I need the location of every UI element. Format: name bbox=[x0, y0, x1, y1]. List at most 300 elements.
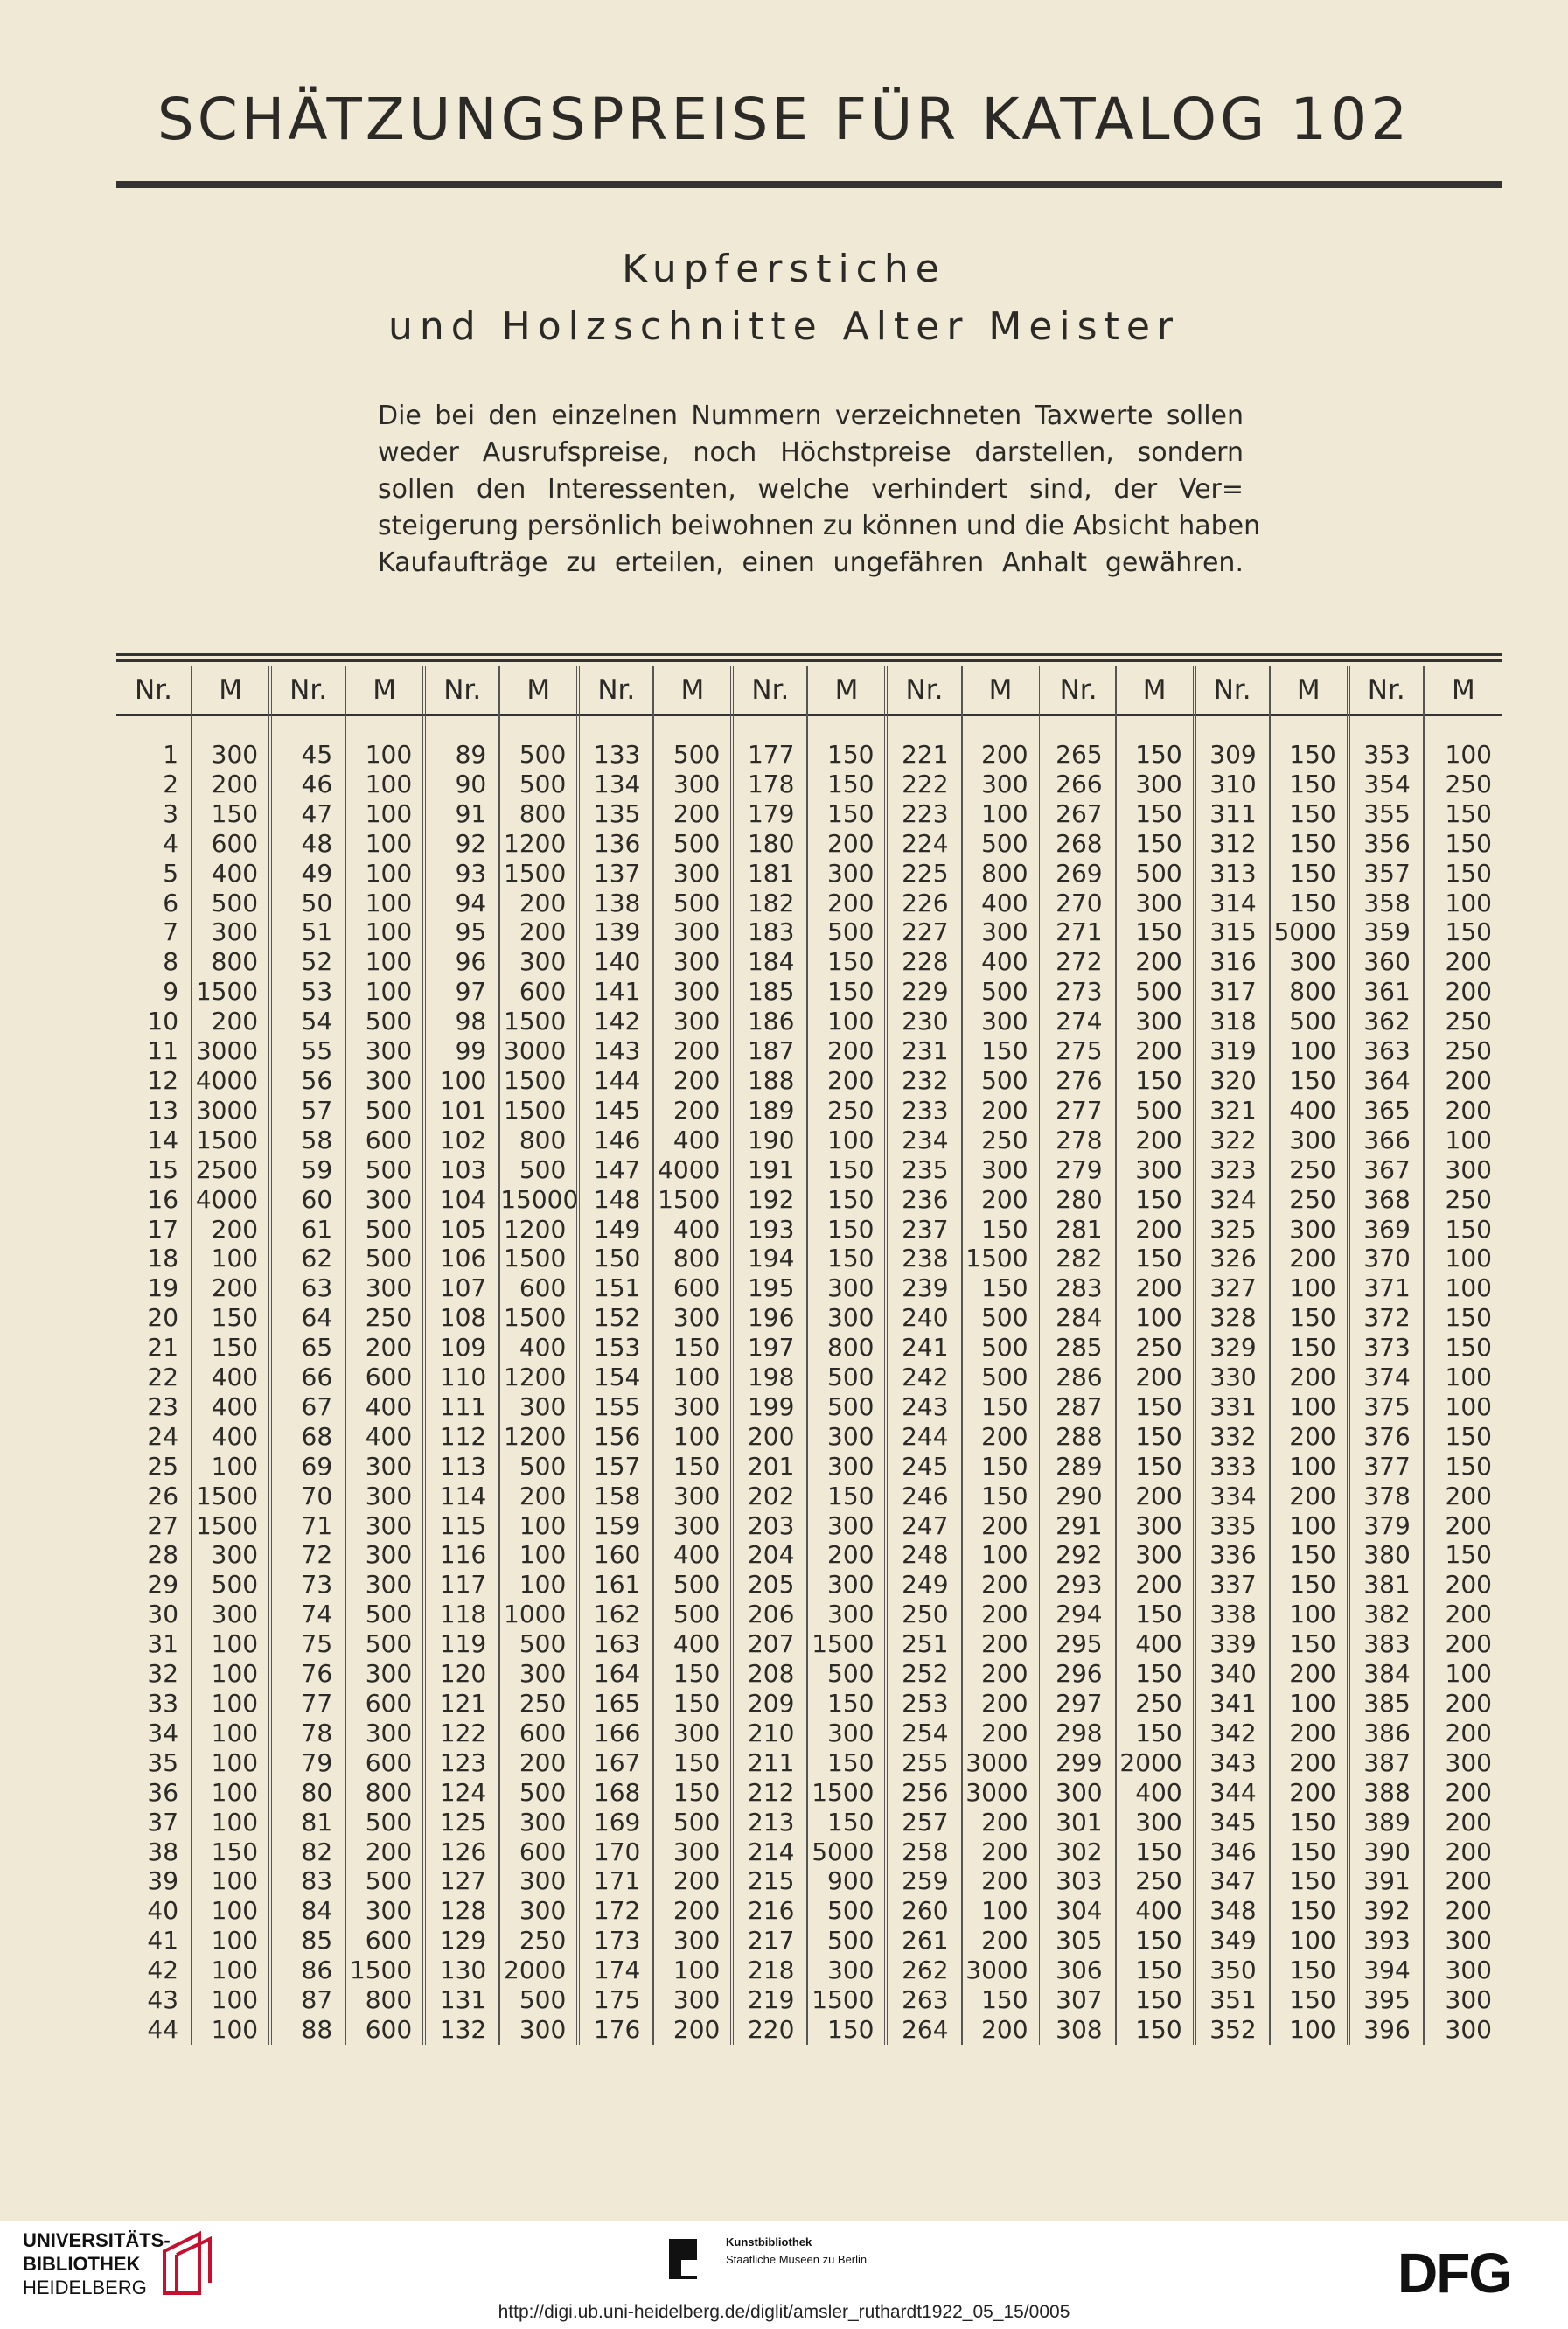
price-cell: 150 bbox=[1116, 1926, 1195, 1956]
lot-number-cell: 155 bbox=[578, 1392, 653, 1422]
lot-number-cell: 73 bbox=[270, 1570, 345, 1600]
price-cell: 500 bbox=[345, 1244, 424, 1273]
lot-number-cell: 372 bbox=[1348, 1303, 1424, 1333]
lot-number-cell: 11 bbox=[147, 1036, 179, 1066]
lot-number-cell: 12 bbox=[147, 1065, 179, 1095]
lot-number-cell: 153 bbox=[578, 1333, 653, 1363]
lot-number-cell: 345 bbox=[1195, 1808, 1270, 1837]
price-cell: 200 bbox=[653, 1036, 732, 1066]
price-cell: 200 bbox=[1116, 947, 1195, 977]
price-cell: 300 bbox=[807, 1303, 886, 1333]
table-row bbox=[116, 977, 1502, 1007]
price-cell: 100 bbox=[499, 1570, 578, 1600]
lot-number-cell: 184 bbox=[732, 947, 807, 977]
price-cell: 200 bbox=[1116, 1215, 1195, 1245]
lot-number-cell: 30 bbox=[147, 1600, 179, 1629]
lot-number-cell: 294 bbox=[1041, 1600, 1116, 1629]
price-cell: 100 bbox=[192, 1244, 270, 1273]
price-cell: 200 bbox=[962, 1926, 1041, 1956]
lot-number-cell: 160 bbox=[578, 1540, 653, 1570]
lot-number-cell: 307 bbox=[1041, 1985, 1116, 2015]
lot-number-cell: 381 bbox=[1348, 1570, 1424, 1600]
lot-number-cell: 31 bbox=[147, 1629, 179, 1659]
lot-number-cell: 390 bbox=[1348, 1837, 1424, 1867]
lot-number-cell: 57 bbox=[270, 1096, 345, 1126]
price-cell: 200 bbox=[962, 740, 1041, 770]
lot-number-cell: 71 bbox=[270, 1511, 345, 1541]
price-cell: 400 bbox=[653, 1629, 732, 1659]
table-row bbox=[116, 1482, 1502, 1511]
price-cell: 400 bbox=[345, 1392, 424, 1422]
lot-number-cell: 103 bbox=[424, 1155, 499, 1185]
price-cell: 1500 bbox=[962, 1244, 1041, 1273]
price-cell: 150 bbox=[962, 1036, 1041, 1066]
price-cell: 150 bbox=[1270, 1837, 1348, 1867]
lot-number-cell: 113 bbox=[424, 1452, 499, 1482]
lot-number-cell: 251 bbox=[886, 1629, 961, 1659]
lot-number-cell: 62 bbox=[270, 1244, 345, 1273]
price-cell: 150 bbox=[962, 1273, 1041, 1303]
price-cell: 600 bbox=[499, 1273, 578, 1303]
section-title-line2: und Holzschnitte Alter Meister bbox=[387, 304, 1180, 349]
lot-number-cell: 228 bbox=[886, 947, 961, 977]
table-row bbox=[116, 947, 1502, 977]
lot-number-cell: 140 bbox=[578, 947, 653, 977]
lot-number-cell: 42 bbox=[147, 1956, 179, 1985]
lot-number-cell: 196 bbox=[732, 1303, 807, 1333]
lot-number-cell: 296 bbox=[1041, 1659, 1116, 1689]
lot-number-cell: 300 bbox=[1041, 1778, 1116, 1808]
source-url-link[interactable]: http://digi.ub.uni-heidelberg.de/diglit/amsler_ruthardt1922_05_15/0005 bbox=[498, 2302, 1070, 2322]
price-cell: 300 bbox=[345, 1511, 424, 1541]
price-cell: 100 bbox=[192, 1808, 270, 1837]
price-cell: 500 bbox=[653, 1600, 732, 1629]
price-cell: 500 bbox=[345, 1600, 424, 1629]
lot-number-cell: 218 bbox=[732, 1956, 807, 1985]
price-cell: 150 bbox=[653, 1778, 732, 1808]
price-cell: 150 bbox=[807, 1748, 886, 1778]
price-cell: 100 bbox=[499, 1511, 578, 1541]
lot-number-cell: 156 bbox=[578, 1422, 653, 1452]
lot-number-cell: 368 bbox=[1348, 1185, 1424, 1215]
price-cell: 200 bbox=[1270, 1659, 1348, 1689]
price-cell: 400 bbox=[192, 859, 270, 889]
price-cell: 100 bbox=[1270, 1689, 1348, 1719]
lot-number-cell: 69 bbox=[270, 1452, 345, 1482]
lot-number-cell: 276 bbox=[1041, 1066, 1116, 1096]
lot-number-cell: 234 bbox=[886, 1126, 961, 1155]
lot-number-cell: 217 bbox=[732, 1926, 807, 1956]
price-cell: 150 bbox=[1424, 1540, 1502, 1570]
lot-number-cell: 72 bbox=[270, 1540, 345, 1570]
price-cell: 2000 bbox=[1116, 1748, 1195, 1778]
price-cell: 400 bbox=[1116, 1629, 1195, 1659]
price-cell: 4000 bbox=[653, 1155, 732, 1185]
price-cell: 150 bbox=[653, 1748, 732, 1778]
price-cell: 500 bbox=[345, 1866, 424, 1896]
price-cell: 150 bbox=[1270, 1896, 1348, 1926]
lot-number-cell: 94 bbox=[424, 889, 499, 918]
price-cell: 100 bbox=[1424, 1244, 1502, 1273]
price-cell: 300 bbox=[807, 1600, 886, 1629]
lot-number-cell: 338 bbox=[1195, 1600, 1270, 1629]
lot-number-cell: 393 bbox=[1348, 1926, 1424, 1956]
price-cell: 250 bbox=[1424, 1185, 1502, 1215]
price-cell: 200 bbox=[962, 1629, 1041, 1659]
price-cell: 500 bbox=[962, 1363, 1041, 1392]
lot-number-cell: 49 bbox=[270, 859, 345, 889]
price-cell: 150 bbox=[1270, 1303, 1348, 1333]
lot-number-cell: 167 bbox=[578, 1748, 653, 1778]
lot-number-cell: 317 bbox=[1195, 977, 1270, 1007]
lot-number-cell: 85 bbox=[270, 1926, 345, 1956]
price-cell: 200 bbox=[1424, 1570, 1502, 1600]
lot-number-cell: 170 bbox=[578, 1837, 653, 1867]
lot-number-cell: 102 bbox=[424, 1126, 499, 1155]
spacer-cell bbox=[270, 714, 345, 740]
price-cell: 150 bbox=[653, 1659, 732, 1689]
price-cell: 200 bbox=[807, 1036, 886, 1066]
price-cell: 100 bbox=[1424, 889, 1502, 918]
price-cell: 150 bbox=[1270, 1956, 1348, 1985]
kb-label-line: Kunstbibliothek bbox=[726, 2235, 812, 2249]
lot-number-cell: 255 bbox=[886, 1748, 961, 1778]
lot-number-cell: 181 bbox=[732, 859, 807, 889]
price-cell: 500 bbox=[345, 1808, 424, 1837]
price-cell: 200 bbox=[1116, 1036, 1195, 1066]
price-cell: 200 bbox=[1424, 1896, 1502, 1926]
lot-number-cell: 109 bbox=[424, 1333, 499, 1363]
lot-number-cell: 225 bbox=[886, 859, 961, 889]
price-cell: 500 bbox=[962, 1303, 1041, 1333]
header-m: M bbox=[499, 666, 578, 714]
price-cell: 150 bbox=[192, 799, 270, 829]
price-cell: 250 bbox=[1270, 1185, 1348, 1215]
lot-number-cell: 14 bbox=[147, 1125, 179, 1154]
lot-number-cell: 391 bbox=[1348, 1866, 1424, 1896]
price-cell: 200 bbox=[653, 799, 732, 829]
price-cell: 200 bbox=[1116, 1273, 1195, 1303]
lot-number-cell: 333 bbox=[1195, 1452, 1270, 1482]
price-cell: 400 bbox=[192, 1422, 270, 1452]
price-cell: 300 bbox=[807, 1511, 886, 1541]
price-cell: 200 bbox=[1270, 1778, 1348, 1808]
lot-number-cell: 187 bbox=[732, 1036, 807, 1066]
table-row bbox=[116, 1926, 1502, 1956]
price-cell: 200 bbox=[1424, 1866, 1502, 1896]
lot-number-cell: 260 bbox=[886, 1896, 961, 1926]
lot-number-cell: 252 bbox=[886, 1659, 961, 1689]
price-cell: 300 bbox=[345, 1540, 424, 1570]
price-cell: 200 bbox=[345, 1333, 424, 1363]
header-nr: Nr. bbox=[1041, 666, 1116, 714]
lot-number-cell: 52 bbox=[270, 947, 345, 977]
lot-number-cell: 320 bbox=[1195, 1066, 1270, 1096]
price-cell: 150 bbox=[1116, 1659, 1195, 1689]
lot-number-cell: 45 bbox=[270, 740, 345, 770]
lot-number-cell: 80 bbox=[270, 1778, 345, 1808]
spacer-cell bbox=[1041, 714, 1116, 740]
price-cell: 300 bbox=[345, 1452, 424, 1482]
price-cell: 200 bbox=[962, 1185, 1041, 1215]
lot-number-cell: 359 bbox=[1348, 917, 1424, 947]
price-cell: 500 bbox=[653, 740, 732, 770]
lot-number-cell: 112 bbox=[424, 1422, 499, 1452]
lot-number-cell: 65 bbox=[270, 1333, 345, 1363]
table-top-rule bbox=[116, 653, 1502, 656]
price-cell: 300 bbox=[1116, 1808, 1195, 1837]
price-cell: 100 bbox=[653, 1956, 732, 1985]
lot-number-cell: 122 bbox=[424, 1719, 499, 1748]
lot-number-cell: 230 bbox=[886, 1007, 961, 1036]
price-cell: 200 bbox=[807, 889, 886, 918]
lot-number-cell: 285 bbox=[1041, 1333, 1116, 1363]
lot-number-cell: 322 bbox=[1195, 1126, 1270, 1155]
lot-number-cell: 249 bbox=[886, 1570, 961, 1600]
spacer-cell bbox=[116, 714, 192, 740]
price-cell: 600 bbox=[345, 1689, 424, 1719]
price-cell: 1500 bbox=[192, 1482, 270, 1511]
table-row bbox=[116, 770, 1502, 799]
price-cell: 100 bbox=[1270, 1273, 1348, 1303]
price-cell: 150 bbox=[807, 947, 886, 977]
lot-number-cell: 97 bbox=[424, 977, 499, 1007]
lot-number-cell: 223 bbox=[886, 799, 961, 829]
table-row bbox=[116, 1036, 1502, 1066]
header-m: M bbox=[1424, 666, 1502, 714]
price-cell: 200 bbox=[962, 1689, 1041, 1719]
lot-number-cell: 43 bbox=[147, 1985, 179, 2015]
price-cell: 250 bbox=[1116, 1866, 1195, 1896]
price-cell: 300 bbox=[807, 859, 886, 889]
table-header-row bbox=[116, 666, 1502, 714]
price-cell: 800 bbox=[962, 859, 1041, 889]
price-cell: 100 bbox=[1270, 2015, 1348, 2045]
price-cell: 150 bbox=[1270, 1866, 1348, 1896]
lot-number-cell: 253 bbox=[886, 1689, 961, 1719]
lot-number-cell: 371 bbox=[1348, 1273, 1424, 1303]
price-cell: 200 bbox=[1424, 1511, 1502, 1541]
price-cell: 800 bbox=[345, 1778, 424, 1808]
price-cell: 300 bbox=[962, 770, 1041, 799]
price-cell: 150 bbox=[962, 1392, 1041, 1422]
price-cell: 400 bbox=[192, 1392, 270, 1422]
lot-number-cell: 353 bbox=[1348, 740, 1424, 770]
price-cell: 150 bbox=[1270, 1570, 1348, 1600]
lot-number-cell: 27 bbox=[147, 1510, 179, 1540]
lot-number-cell: 125 bbox=[424, 1808, 499, 1837]
price-cell: 100 bbox=[807, 1126, 886, 1155]
lot-number-cell: 99 bbox=[424, 1036, 499, 1066]
price-cell: 1200 bbox=[499, 1215, 578, 1245]
price-cell: 600 bbox=[192, 829, 270, 859]
price-cell: 150 bbox=[962, 1482, 1041, 1511]
price-cell: 250 bbox=[807, 1096, 886, 1126]
price-cell: 200 bbox=[962, 1837, 1041, 1867]
lot-number-cell: 226 bbox=[886, 889, 961, 918]
lot-number-cell: 198 bbox=[732, 1363, 807, 1392]
table-row bbox=[116, 1273, 1502, 1303]
lot-number-cell: 337 bbox=[1195, 1570, 1270, 1600]
spacer-cell bbox=[886, 714, 961, 740]
price-cell: 250 bbox=[962, 1126, 1041, 1155]
price-cell: 600 bbox=[345, 1926, 424, 1956]
lot-number-cell: 306 bbox=[1041, 1956, 1116, 1985]
price-cell: 1500 bbox=[807, 1778, 886, 1808]
price-cell: 150 bbox=[1116, 829, 1195, 859]
lot-number-cell: 77 bbox=[270, 1689, 345, 1719]
lot-number-cell: 344 bbox=[1195, 1778, 1270, 1808]
price-cell: 150 bbox=[1424, 917, 1502, 947]
lot-number-cell: 25 bbox=[147, 1451, 179, 1481]
lot-number-cell: 128 bbox=[424, 1896, 499, 1926]
price-cell: 500 bbox=[807, 1363, 886, 1392]
price-cell: 200 bbox=[807, 1066, 886, 1096]
lot-number-cell: 22 bbox=[147, 1363, 179, 1392]
price-cell: 1500 bbox=[499, 859, 578, 889]
price-cell: 100 bbox=[192, 2015, 270, 2045]
lot-number-cell: 165 bbox=[578, 1689, 653, 1719]
lot-number-cell: 379 bbox=[1348, 1511, 1424, 1541]
price-cell: 300 bbox=[499, 2015, 578, 2045]
price-cell: 100 bbox=[1270, 1392, 1348, 1422]
lot-number-cell: 171 bbox=[578, 1866, 653, 1896]
price-cell: 500 bbox=[499, 1155, 578, 1185]
price-cell: 3000 bbox=[962, 1956, 1041, 1985]
price-cell: 100 bbox=[192, 1866, 270, 1896]
lot-number-cell: 81 bbox=[270, 1808, 345, 1837]
table-row bbox=[116, 859, 1502, 889]
price-cell: 200 bbox=[1270, 1244, 1348, 1273]
lot-number-cell: 250 bbox=[886, 1600, 961, 1629]
lot-number-cell: 392 bbox=[1348, 1896, 1424, 1926]
price-cell: 200 bbox=[962, 1096, 1041, 1126]
price-cell: 200 bbox=[192, 770, 270, 799]
lot-number-cell: 3 bbox=[163, 798, 179, 828]
lot-number-cell: 328 bbox=[1195, 1303, 1270, 1333]
price-cell: 200 bbox=[807, 1540, 886, 1570]
price-cell: 100 bbox=[345, 799, 424, 829]
lot-number-cell: 363 bbox=[1348, 1036, 1424, 1066]
lot-number-cell: 143 bbox=[578, 1036, 653, 1066]
price-cell: 400 bbox=[499, 1333, 578, 1363]
price-cell: 150 bbox=[962, 1215, 1041, 1245]
table-row bbox=[116, 1007, 1502, 1036]
price-cell: 150 bbox=[807, 740, 886, 770]
lot-number-cell: 188 bbox=[732, 1066, 807, 1096]
price-cell: 100 bbox=[192, 1748, 270, 1778]
lot-number-cell: 46 bbox=[270, 770, 345, 799]
lot-number-cell: 195 bbox=[732, 1273, 807, 1303]
lot-number-cell: 312 bbox=[1195, 829, 1270, 859]
lot-number-cell: 376 bbox=[1348, 1422, 1424, 1452]
table-row bbox=[116, 1570, 1502, 1600]
lot-number-cell: 119 bbox=[424, 1629, 499, 1659]
lot-number-cell: 146 bbox=[578, 1126, 653, 1155]
lot-number-cell: 319 bbox=[1195, 1036, 1270, 1066]
price-cell: 300 bbox=[1116, 770, 1195, 799]
lot-number-cell: 373 bbox=[1348, 1333, 1424, 1363]
kunstbibliothek-label bbox=[726, 2234, 867, 2269]
lot-number-cell: 137 bbox=[578, 859, 653, 889]
price-cell: 150 bbox=[1270, 1066, 1348, 1096]
price-cell: 100 bbox=[807, 1007, 886, 1036]
lot-number-cell: 329 bbox=[1195, 1333, 1270, 1363]
price-cell: 200 bbox=[962, 1808, 1041, 1837]
header-nr: Nr. bbox=[886, 666, 961, 714]
lot-number-cell: 284 bbox=[1041, 1303, 1116, 1333]
price-cell: 200 bbox=[653, 1896, 732, 1926]
price-cell: 300 bbox=[653, 1482, 732, 1511]
lot-number-cell: 374 bbox=[1348, 1363, 1424, 1392]
table-row bbox=[116, 1540, 1502, 1570]
price-cell: 300 bbox=[653, 947, 732, 977]
header-m: M bbox=[1270, 666, 1348, 714]
lot-number-cell: 13 bbox=[147, 1095, 179, 1125]
lot-number-cell: 233 bbox=[886, 1096, 961, 1126]
lot-number-cell: 349 bbox=[1195, 1926, 1270, 1956]
lot-number-cell: 2 bbox=[163, 769, 179, 798]
price-cell: 1500 bbox=[499, 1244, 578, 1273]
lot-number-cell: 229 bbox=[886, 977, 961, 1007]
lot-number-cell: 121 bbox=[424, 1689, 499, 1719]
price-cell: 200 bbox=[962, 1422, 1041, 1452]
price-cell: 150 bbox=[1116, 799, 1195, 829]
lot-number-cell: 362 bbox=[1348, 1007, 1424, 1036]
lot-number-cell: 242 bbox=[886, 1363, 961, 1392]
table-row bbox=[116, 1689, 1502, 1719]
price-cell: 150 bbox=[962, 1985, 1041, 2015]
spacer-cell bbox=[1116, 714, 1195, 740]
lot-number-cell: 240 bbox=[886, 1303, 961, 1333]
price-cell: 500 bbox=[192, 889, 270, 918]
lot-number-cell: 330 bbox=[1195, 1363, 1270, 1392]
price-cell: 200 bbox=[1424, 1482, 1502, 1511]
price-cell: 200 bbox=[499, 1482, 578, 1511]
price-cell: 150 bbox=[1424, 859, 1502, 889]
uni-heidelberg-label bbox=[23, 2228, 171, 2299]
lot-number-cell: 378 bbox=[1348, 1482, 1424, 1511]
lot-number-cell: 129 bbox=[424, 1926, 499, 1956]
price-cell: 250 bbox=[1116, 1333, 1195, 1363]
price-cell: 200 bbox=[192, 1273, 270, 1303]
price-cell: 100 bbox=[962, 799, 1041, 829]
lot-number-cell: 83 bbox=[270, 1866, 345, 1896]
price-cell: 150 bbox=[1270, 859, 1348, 889]
lot-number-cell: 36 bbox=[147, 1777, 179, 1807]
lot-number-cell: 239 bbox=[886, 1273, 961, 1303]
lot-number-cell: 32 bbox=[147, 1659, 179, 1689]
price-cell: 2500 bbox=[192, 1155, 270, 1185]
price-cell: 150 bbox=[1116, 1985, 1195, 2015]
price-cell: 1200 bbox=[499, 829, 578, 859]
lot-number-cell: 298 bbox=[1041, 1719, 1116, 1748]
price-cell: 200 bbox=[962, 1659, 1041, 1689]
header-nr: Nr. bbox=[1348, 666, 1424, 714]
price-cell: 300 bbox=[192, 1540, 270, 1570]
price-cell: 500 bbox=[499, 1452, 578, 1482]
lot-number-cell: 135 bbox=[578, 799, 653, 829]
lot-number-cell: 185 bbox=[732, 977, 807, 1007]
lot-number-cell: 182 bbox=[732, 889, 807, 918]
lot-number-cell: 237 bbox=[886, 1215, 961, 1245]
price-cell: 300 bbox=[345, 1570, 424, 1600]
price-cell: 250 bbox=[345, 1303, 424, 1333]
lot-number-cell: 82 bbox=[270, 1837, 345, 1867]
lot-number-cell: 136 bbox=[578, 829, 653, 859]
price-cell: 300 bbox=[345, 1482, 424, 1511]
lot-number-cell: 60 bbox=[270, 1185, 345, 1215]
